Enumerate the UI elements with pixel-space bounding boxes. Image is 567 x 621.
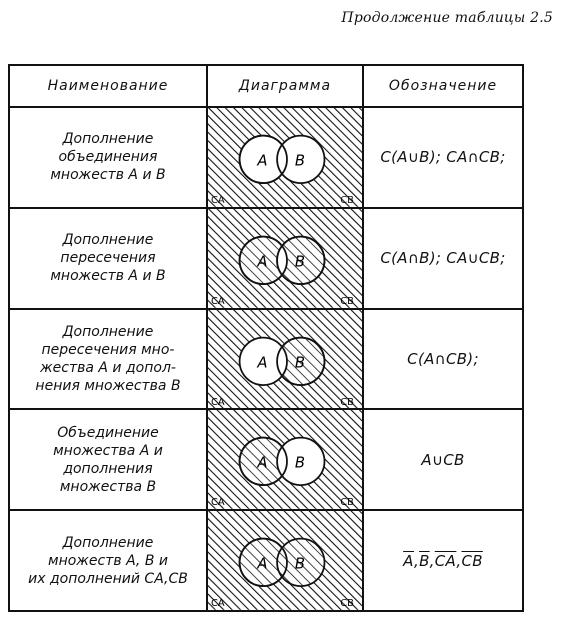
label-cb: CB	[340, 497, 354, 509]
label-b: B	[294, 152, 306, 170]
row-name: Дополнение пересечения множеств A и B	[9, 208, 207, 309]
label-cb: CB	[340, 295, 354, 307]
label-b: B	[294, 454, 306, 472]
table-row	[9, 309, 523, 410]
notation-b: $\overline{B}$	[419, 551, 430, 570]
notation-ca: $\overline{CA}$	[434, 551, 457, 570]
table-row	[9, 107, 523, 208]
row-notation: C(A∩CB);	[363, 309, 523, 410]
label-a: A	[257, 353, 268, 371]
table-row	[9, 409, 523, 510]
table-caption: Продолжение таблицы 2.5	[341, 10, 553, 26]
row-notation: C(A∪B); CA∩CB;	[363, 107, 523, 208]
label-ca: CA	[210, 598, 225, 610]
label-a: A	[257, 253, 268, 271]
label-ca: CA	[210, 194, 225, 206]
venn-diagram	[207, 208, 363, 309]
header-notation: Обозначение	[363, 65, 523, 107]
header-diagram: Диаграмма	[207, 65, 363, 107]
row-notation: A∪CB	[363, 409, 523, 510]
table-row	[9, 510, 523, 611]
row-notation: C(A∩B); CA∪CB;	[363, 208, 523, 309]
notation-a: $\overline{A}$	[403, 551, 414, 570]
sets-table	[8, 64, 524, 612]
row-name: Дополнение множеств A, B и их дополнений CA,CB	[9, 510, 207, 611]
table-row	[9, 208, 523, 309]
label-a: A	[257, 454, 268, 472]
label-ca: CA	[210, 497, 225, 509]
header-row	[9, 65, 523, 107]
row-name: Дополнение пересечения мно- жества A и допол- нения множества B	[9, 309, 207, 410]
venn-diagram	[207, 107, 363, 208]
label-a: A	[257, 152, 268, 170]
label-cb: CB	[340, 194, 354, 206]
notation-cb: $\overline{CB}$	[461, 551, 483, 570]
header-name: Наименование	[9, 65, 207, 107]
label-ca: CA	[210, 396, 225, 408]
row-name: Дополнение объединения множеств A и B	[9, 107, 207, 208]
label-cb: CB	[340, 396, 354, 408]
row-notation: $\overline{A},\overline{B},\overline{CA},\overline{CB}$	[363, 510, 523, 611]
label-b: B	[294, 555, 306, 573]
label-b: B	[294, 353, 306, 371]
label-a: A	[257, 555, 268, 573]
venn-diagram	[207, 409, 363, 510]
venn-diagram	[207, 510, 363, 611]
venn-diagram	[207, 309, 363, 410]
label-b: B	[294, 253, 306, 271]
row-name: Объединение множества A и дополнения множества B	[9, 409, 207, 510]
label-cb: CB	[340, 598, 354, 610]
label-ca: CA	[210, 295, 225, 307]
